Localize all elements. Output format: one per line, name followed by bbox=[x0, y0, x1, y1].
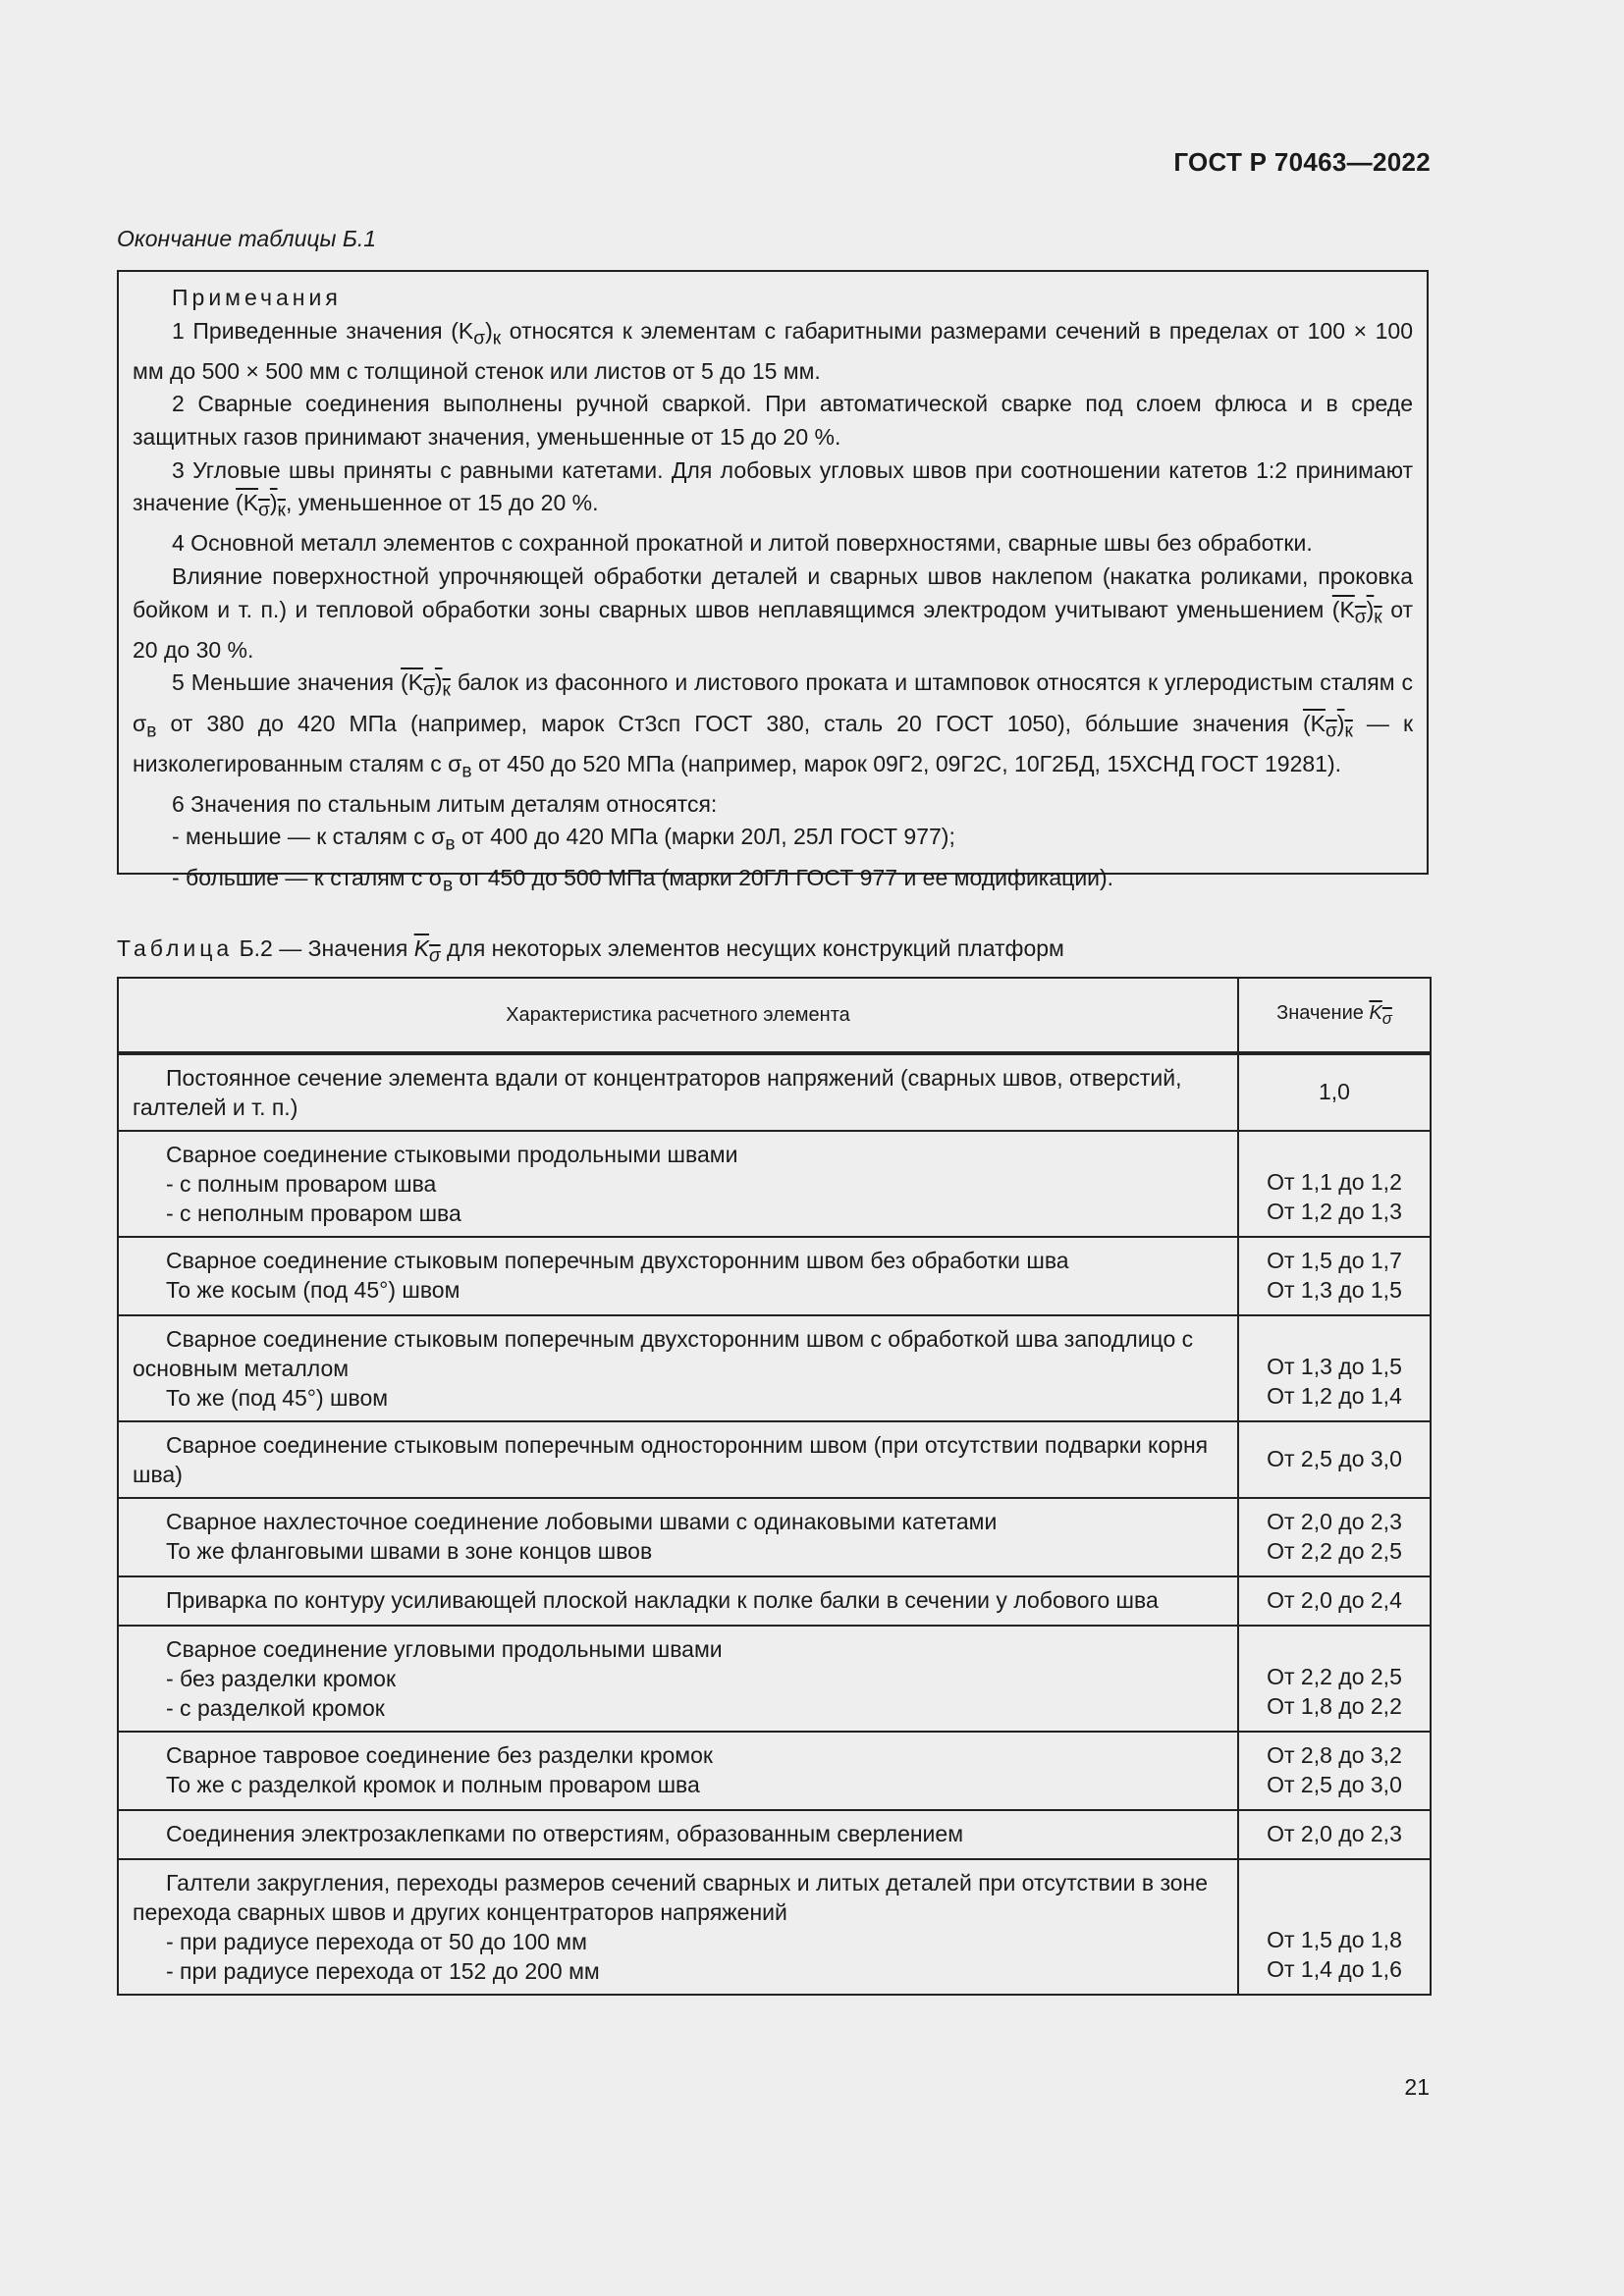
row-value: От 2,0 до 2,3 bbox=[1238, 1810, 1431, 1859]
note-6b: - большие — к сталям с $\sigma_в$ от 450 до 500 МПа (марки 20ГЛ ГОСТ 977 и ее модификации). bbox=[172, 864, 1114, 896]
table-row bbox=[118, 1810, 1431, 1859]
note-3 bbox=[133, 454, 1413, 528]
table-row bbox=[118, 1498, 1431, 1576]
table-row bbox=[118, 1732, 1431, 1810]
k-subscript: к bbox=[492, 328, 502, 349]
table-row bbox=[118, 1626, 1431, 1732]
row-description: Приварка по контуру усиливающей плоской накладки к полке балки в сечении у лобового шва bbox=[118, 1576, 1238, 1626]
table-row bbox=[118, 1237, 1431, 1315]
note-6a: - меньшие — к сталям с $\sigma_в$ от 400 до 420 МПа (марки 20Л, 25Л ГОСТ 977); bbox=[172, 824, 955, 856]
row-value: От 1,1 до 1,2 От 1,2 до 1,3 bbox=[1238, 1131, 1431, 1237]
row-description: Сварное соединение угловыми продольными швами - без разделки кромок - с разделкой кромок bbox=[118, 1626, 1238, 1732]
notes-box bbox=[117, 270, 1429, 896]
sigma-symbol: σ bbox=[473, 328, 486, 349]
table-title-word: Таблица bbox=[117, 935, 234, 961]
note-5-text-4: от 450 до 520 МПа (например, марок 09Г2, 09Г2С, 10Г2БД, 15ХСНД ГОСТ 19281). bbox=[477, 750, 1342, 776]
note-5-start: 5 Меньшие значения bbox=[172, 669, 395, 696]
row-description: Сварное нахлесточное соединение лобовыми швами с одинаковыми катетами То же фланговыми швами в зоне концов швов bbox=[118, 1498, 1238, 1576]
row-description: Сварное тавровое соединение без разделки кромок То же с разделкой кромок и полным проваром шва bbox=[118, 1732, 1238, 1810]
row-value: 1,0 bbox=[1238, 1054, 1431, 1131]
column-header-characteristic: Характеристика расчетного элемента bbox=[118, 978, 1238, 1052]
table-row bbox=[118, 1859, 1431, 1995]
note-5-text: балок из фасонного и листового проката и штамповок относятся к углеродистым сталям с σ bbox=[133, 669, 1414, 736]
row-value: От 1,5 до 1,8 От 1,4 до 1,6 bbox=[1238, 1859, 1431, 1995]
note-4b-text: Влияние поверхностной упрочняющей обработки деталей и сварных швов наклепом (накатка роликами, проковка бойком и т. п.) и тепловой обработки зоны сварных швов неплавящимся электродом учитывают уменьшением bbox=[133, 562, 1413, 622]
row-description: Соединения электрозаклепками по отверстиям, образованным сверлением bbox=[118, 1810, 1238, 1859]
page-number: 21 bbox=[1404, 2074, 1430, 2100]
note-4b bbox=[133, 561, 1413, 667]
row-description: Сварное соединение стыковыми продольными швами - с полным проваром шва - с неполным проваром шва bbox=[118, 1131, 1238, 1237]
row-value: От 2,0 до 2,3 От 2,2 до 2,5 bbox=[1238, 1498, 1431, 1576]
note-1: 1 Приведенные значения $(K_\sigma)_к$ относятся к элементам с габаритными размерами сечений в пределах от 100 × 100 мм до 500 × 500 мм с толщиной стенок или листов от 5 до 15 мм. bbox=[133, 317, 1413, 384]
table-row bbox=[118, 1054, 1431, 1131]
table-title-part2: для некоторых элементов несущих конструкций платформ bbox=[446, 935, 1064, 961]
row-value: От 2,2 до 2,5 От 1,8 до 2,2 bbox=[1238, 1626, 1431, 1732]
row-description: Сварное соединение стыковым поперечным двухсторонним швом без обработки шва То же косым (под 45°) швом bbox=[118, 1237, 1238, 1315]
note-5: 5 Меньшие значения $(K_\sigma)_к$ балок из фасонного и листового проката и штамповок относятся к углеродистым сталям с $\sigma_в$ от 380 до 420 МПа (например, марок Ст3сп ГОСТ 380, сталь 20 ГОСТ 1050), бóльшие значения $(K_\sigma)_к$ — к низколегированным сталям с $\sigma_в$ от 450 до 520 МПа (например, марок 09Г2, 09Г2С, 10Г2БД, 15ХСНД ГОСТ 19281). bbox=[133, 669, 1414, 782]
k-sigma-symbol: $(K_\sigma)_к$ bbox=[1331, 596, 1382, 628]
note-5-text-2: от 380 до 420 МПа (например, марок Ст3сп ГОСТ 380, сталь 20 ГОСТ 1050), бóльшие значения bbox=[170, 710, 1289, 736]
row-description: Галтели закругления, переходы размеров сечений сварных и литых деталей при отсутствии в зоне перехода сварных швов и других концентраторов напряжений - при радиусе перехода от 50 до 100 мм - при радиусе перехода от 152 до 200 мм bbox=[118, 1859, 1238, 1995]
note-6: 6 Значения по стальным литым деталям относятся: bbox=[172, 790, 718, 817]
note-5-text-3: — к низколегированным сталям с σ bbox=[133, 710, 1414, 776]
row-description: Сварное соединение стыковым поперечным односторонним швом (при отсутствии подварки корня шва) bbox=[118, 1421, 1238, 1498]
table-title bbox=[117, 935, 1064, 968]
row-value: От 1,5 до 1,7 От 1,3 до 1,5 bbox=[1238, 1237, 1431, 1315]
note-1-start: 1 Приведенные значения (K bbox=[172, 317, 474, 344]
document-number: ГОСТ Р 70463—2022 bbox=[1173, 147, 1431, 177]
table-row bbox=[118, 1315, 1431, 1421]
note-3-text: 3 Угловые швы приняты с равными катетами. Для лобовых угловых швов при соотношении катетов 1:2 принимают значение bbox=[133, 456, 1413, 516]
row-description: Сварное соединение стыковым поперечным двухсторонним швом с обработкой шва заподлицо с основным металлом То же (под 45°) швом bbox=[118, 1315, 1238, 1421]
row-value: От 2,5 до 3,0 bbox=[1238, 1421, 1431, 1498]
note-2: 2 Сварные соединения выполнены ручной сваркой. При автоматической сварке под слоем флюса и в среде защитных газов принимают значения, уменьшенные от 15 до 20 %. bbox=[133, 391, 1413, 450]
row-value: От 2,0 до 2,4 bbox=[1238, 1576, 1431, 1626]
table-header-row bbox=[118, 978, 1431, 1052]
note-4: 4 Основной металл элементов с сохранной прокатной и литой поверхностями, сварные швы без обработки. bbox=[172, 530, 1313, 557]
v-subscript: в bbox=[146, 721, 157, 742]
row-value: От 2,8 до 3,2 От 2,5 до 3,0 bbox=[1238, 1732, 1431, 1810]
row-value: От 1,3 до 1,5 От 1,2 до 1,4 bbox=[1238, 1315, 1431, 1421]
note-1-text: относятся к элементам с габаритными размерами сечений в пределах от 100 × 100 мм до 500 × 500 мм с толщиной стенок или листов от 5 до 15 мм. bbox=[133, 317, 1413, 384]
column-header-value: Значение $K_\sigma$ bbox=[1238, 978, 1431, 1052]
table-title-part1: Б.2 — Значения bbox=[239, 935, 408, 961]
table-continuation-caption: Окончание таблицы Б.1 bbox=[117, 226, 377, 251]
k-sigma-symbol: $(K_\sigma)_к$ bbox=[236, 490, 286, 521]
k-sigma-symbol: $K_\sigma$ bbox=[413, 935, 441, 967]
note-3-end: , уменьшенное от 15 до 20 %. bbox=[285, 490, 599, 516]
k-sigma-symbol: $(K_\sigma)_к$ bbox=[1302, 710, 1353, 742]
table-row bbox=[118, 1131, 1431, 1237]
table-row bbox=[118, 1421, 1431, 1498]
row-description: Постоянное сечение элемента вдали от концентраторов напряжений (сварных швов, отверстий, галтелей и т. п.) bbox=[118, 1054, 1238, 1131]
values-table bbox=[117, 977, 1432, 1996]
note-4b-end: от 20 до 30 %. bbox=[133, 596, 1414, 663]
table-row bbox=[118, 1576, 1431, 1626]
k-sigma-symbol: $(K_\sigma)_к$ bbox=[401, 669, 451, 701]
notes-heading: Примечания bbox=[172, 285, 342, 310]
